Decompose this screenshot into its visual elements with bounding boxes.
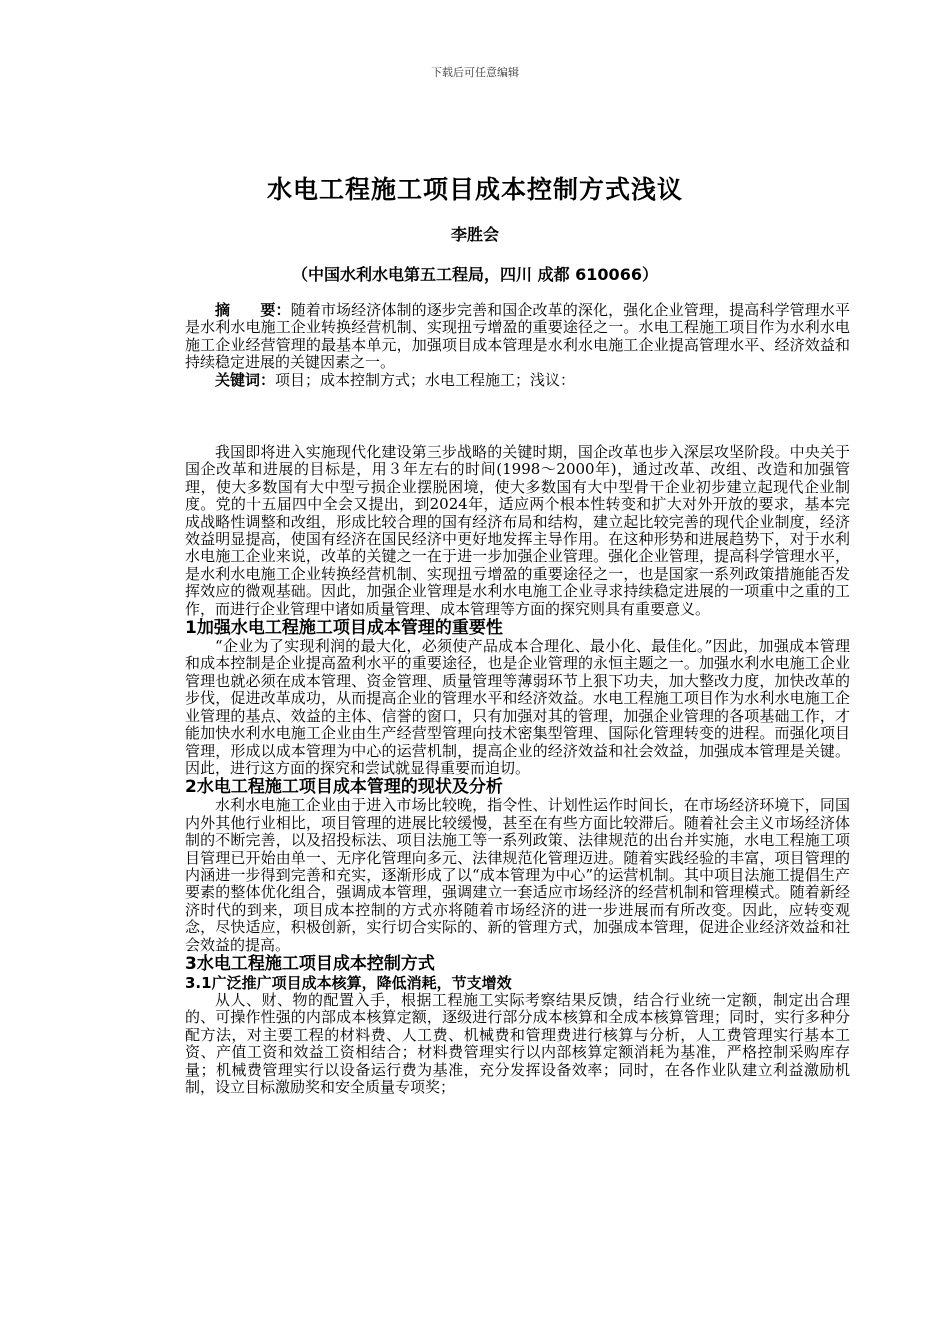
section-3-1-paragraph: 从人、财、物的配置入手，根据工程施工实际考察结果反馈，结合行业统一定额，制定出合理的、可操作性强的内部成本核算定额，逐级进行部分成本核算和全成本核算管理；同时，实行多种分配方法，对主要工程的材料费、人工费、机械费和管理费进行核算与分析，人工费管理实行基本工资、产值工资和效益工资相结合；材料费管理实行以内部核算定额消耗为基准，严格控制采购库存量；机械费管理实行以设备运行费为基准，充分发挥设备效率；同时，在各作业队建立利益激励机制，设立目标激励奖和安全质量专项奖； bbox=[185, 990, 850, 1096]
affiliation: （中国水利水电第五工程局，四川 成都 610066） bbox=[292, 265, 658, 284]
section-2-heading: 2水电工程施工项目成本管理的现状及分析 bbox=[185, 777, 503, 798]
section-3-1-heading: 3.1广泛推广项目成本核算，降低消耗，节支增效 bbox=[185, 973, 512, 992]
watermark: 下载后可任意编辑 bbox=[431, 66, 519, 79]
main-body bbox=[185, 444, 850, 1096]
section-2-paragraph: 水利水电施工企业由于进入市场比较晚，指令性、计划性运作时间长，在市场经济环境下，同国内外其他行业相比，项目管理的进展比较缓慢，甚至在有些方面比较滞后。随着社会主义市场经济体制的不断完善，以及招投标法、项目法施工等一系列政策、法律规范的出台并实施，水电工程施工项目管理已开始由单一、无序化管理向多元、法律规范化管理迈进。随着实践经验的丰富，项目管理的内涵进一步得到完善和充实，逐渐形成了以“成本管理为中心”的运营机制。其中项目法施工提倡生产要素的整体优化组合，强调成本管理，强调建立一套适应市场经济的经营机制和管理模式。随着新经济时代的到来，项目成本控制的方式亦将随着市场经济的进一步进展而有所改变。因此，应转变观念，尽快适应，积极创新，实行切合实际的、新的管理方式，加强成本管理，促进企业经济效益和社会效益的提高。 bbox=[185, 796, 850, 954]
abstract-label: 摘 要： bbox=[215, 301, 291, 319]
keywords-text: 项目；成本控制方式；水电工程施工；浅议： bbox=[275, 370, 576, 389]
section-1-heading: 1加强水电工程施工项目成本管理的重要性 bbox=[185, 618, 503, 639]
author: 李胜会 bbox=[450, 225, 499, 244]
abstract-text: 随着市场经济体制的逐步完善和国企改革的深化，强化企业管理，提高科学管理水平是水利水电施工企业转换经营机制、实现扭亏增盈的重要途径之一。水电工程施工项目作为水利水电施工企业经营管理的最基本单元，加强项目成本管理是水利水电施工企业提高管理水平、经济效益和持续稳定进展的关键因素之一。 bbox=[185, 301, 850, 372]
keywords-label: 关键词： bbox=[215, 370, 276, 389]
section-1-paragraph: “企业为了实现利润的最大化，必须使产品成本合理化、最小化、最佳化。”因此，加强成本管理和成本控制是企业提高盈利水平的重要途径，也是企业管理的永恒主题之一。加强水利水电施工企业管理也就必须在成本管理、资金管理、质量管理等薄弱环节上狠下功夫，加大整改力度，加快改革的步伐，促进改革成功，从而提高企业的管理水平和经济效益。水电工程施工项目作为水利水电施工企业管理的基点、效益的主体、信誉的窗口，只有加强对其的管理，加强企业管理的各项基础工作，才能加快水利水电施工企业由生产经营型管理向技术密集型管理、国际化管理转变的进程。而强化项目管理，形成以成本管理为中心的运营机制，提高企业的经济效益和社会效益，加强成本管理是关键。因此，进行这方面的探究和尝试就显得重要而迫切。 bbox=[185, 637, 850, 777]
abstract-block bbox=[185, 302, 850, 389]
paper-title: 水电工程施工项目成本控制方式浅议 bbox=[266, 175, 683, 204]
section-3-heading: 3水电工程施工项目成本控制方式 bbox=[185, 953, 435, 974]
intro-paragraph: 我国即将进入实施现代化建设第三步战略的关键时期，国企改革也步入深层攻坚阶段。中央关于国企改革和进展的目标是，用３年左右的时间(1998～2000年)，通过改革、改组、改造和加强管理，使大多数国有大中型亏损企业摆脱困境，使大多数国有大中型骨干企业初步建立起现代企业制度。党的十五届四中全会又提出，到2024年，适应两个根本性转变和扩大对外开放的要求，基本完成战略性调整和改组，形成比较合理的国有经济布局和结构，建立起比较完善的现代企业制度，经济效益明显提高，使国有经济在国民经济中更好地发挥主导作用。在这种形势和进展趋势下，对于水利水电施工企业来说，改革的关键之一在于进一步加强企业管理。强化企业管理，提高科学管理水平，是水利水电施工企业转换经营机制、实现扭亏增盈的重要途径之一，也是国家一系列政策措施能否发挥效应的微观基础。因此，加强企业管理是水利水电施工企业寻求持续稳定进展的一项重中之重的工作，而进行企业管理中诸如质量管理、成本管理等方面的探究则具有重要意义。 bbox=[185, 443, 850, 618]
abstract bbox=[185, 302, 850, 372]
keywords bbox=[185, 372, 850, 389]
